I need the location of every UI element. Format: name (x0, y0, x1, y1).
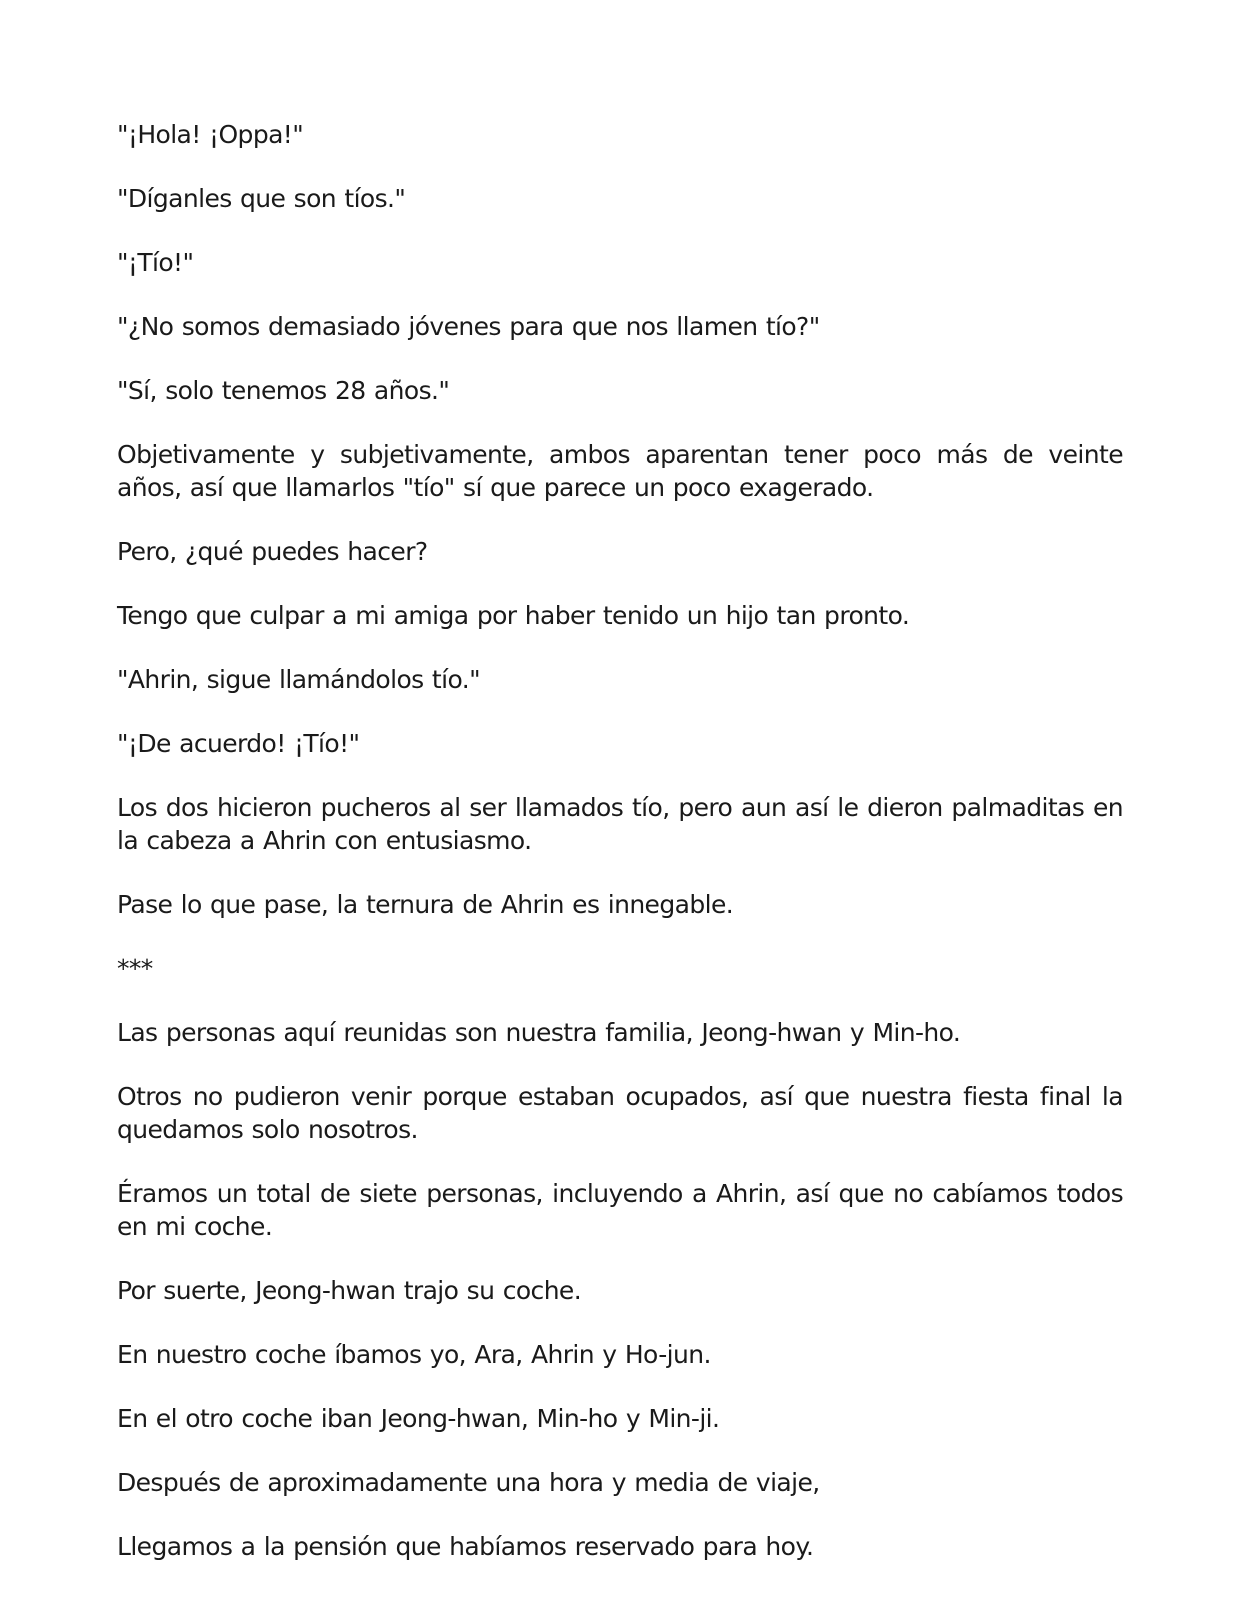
paragraph: Las personas aquí reunidas son nuestra familia, Jeong-hwan y Min-ho. (117, 1018, 961, 1047)
paragraph: Pero, ¿qué puedes hacer? (117, 537, 428, 566)
paragraph: Llegamos a la pensión que habíamos reservado para hoy. (117, 1532, 814, 1561)
scene-break: *** (117, 954, 153, 983)
paragraph: Por suerte, Jeong-hwan trajo su coche. (117, 1276, 582, 1305)
document-body (117, 118, 1123, 1563)
paragraph: Pase lo que pase, la ternura de Ahrin es innegable. (117, 890, 734, 919)
paragraph: Tengo que culpar a mi amiga por haber tenido un hijo tan pronto. (117, 601, 910, 630)
paragraph: "¿No somos demasiado jóvenes para que nos llamen tío?" (117, 312, 820, 341)
paragraph: Éramos un total de siete personas, incluyendo a Ahrin, así que no cabíamos todos en mi coche. (117, 1179, 1123, 1241)
paragraph: "Sí, solo tenemos 28 años." (117, 376, 450, 405)
paragraph: "Díganles que son tíos." (117, 184, 406, 213)
paragraph: "¡Tío!" (117, 248, 194, 277)
paragraph: "¡De acuerdo! ¡Tío!" (117, 729, 360, 758)
paragraph: Otros no pudieron venir porque estaban ocupados, así que nuestra fiesta final la quedamos solo nosotros. (117, 1082, 1123, 1144)
paragraph: "Ahrin, sigue llamándolos tío." (117, 665, 480, 694)
paragraph: Los dos hicieron pucheros al ser llamados tío, pero aun así le dieron palmaditas en la cabeza a Ahrin con entusiasmo. (117, 793, 1123, 855)
paragraph: Objetivamente y subjetivamente, ambos aparentan tener poco más de veinte años, así que llamarlos "tío" sí que parece un poco exagerado. (117, 440, 1123, 502)
paragraph: "¡Hola! ¡Oppa!" (117, 120, 304, 149)
paragraph: En el otro coche iban Jeong-hwan, Min-ho y Min-ji. (117, 1404, 720, 1433)
paragraph: En nuestro coche íbamos yo, Ara, Ahrin y Ho-jun. (117, 1340, 711, 1369)
paragraph: Después de aproximadamente una hora y media de viaje, (117, 1468, 820, 1497)
